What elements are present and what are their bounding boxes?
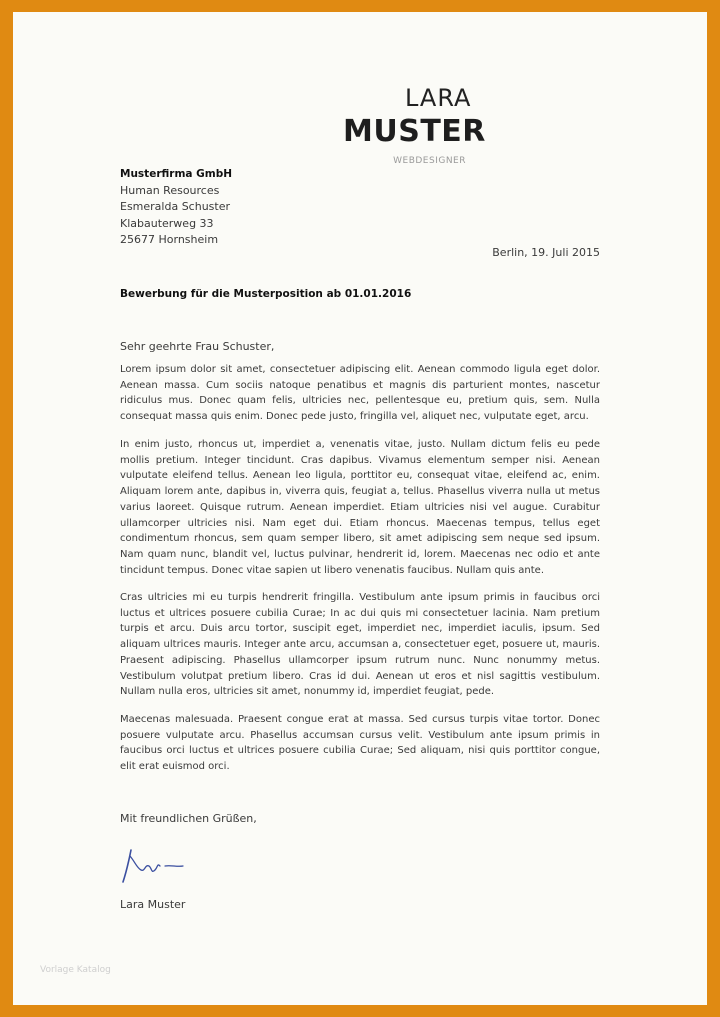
header-first-name: LARA bbox=[405, 84, 472, 112]
recipient-street: Klabauterweg 33 bbox=[120, 216, 214, 230]
body-paragraph-3: Cras ultricies mi eu turpis hendrerit fringilla. Vestibulum ante ipsum primis in faucibus orci luctus et ultrices posuere cubilia Curae; In ac dui quis mi consectetuer lacinia. Nam pretium turpis et arcu. Duis arcu tortor, suscipit eget, imperdiet nec, imperdiet iaculis, ipsum. Sed aliquam ultrices mauris. Integer ante arcu, accumsan a, consectetuer eget, posuere ut, mauris. Praesent adipiscing. Phasellus ullamcorper ipsum rutrum nunc. Nunc nonummy metus. Vestibulum volutpat pretium libero. Cras id dui. Aenean ut eros et nisl sagittis vestibulum. Nullam nulla eros, ultricies sit amet, nonummy id, imperdiet feugiat, pede. bbox=[120, 592, 600, 698]
letter-page bbox=[13, 12, 707, 1005]
letter-subject: Bewerbung für die Musterposition ab 01.01.2016 bbox=[120, 288, 412, 300]
header-role: WEBDESIGNER bbox=[393, 156, 466, 166]
letter-date: Berlin, 19. Juli 2015 bbox=[492, 246, 600, 259]
recipient-person: Esmeralda Schuster bbox=[120, 200, 231, 213]
recipient-address-block bbox=[120, 166, 232, 249]
letter-greeting: Sehr geehrte Frau Schuster, bbox=[120, 340, 275, 353]
watermark: Vorlage Katalog bbox=[40, 965, 111, 975]
body-paragraph-2: In enim justo, rhoncus ut, imperdiet a, venenatis vitae, justo. Nullam dictum felis eu pede mollis pretium. Integer tincidunt. Cras dapibus. Vivamus elementum semper nisi. Aenean vulputate eleifend tellus. Aenean leo ligula, porttitor eu, consequat vitae, eleifend ac, enim. Aliquam lorem ante, dapibus in, viverra quis, feugiat a, tellus. Phasellus viverra nulla ut metus varius laoreet. Quisque rutrum. Aenean imperdiet. Etiam ultricies nisi vel augue. Curabitur ullamcorper ultricies nisi. Nam eget dui. Etiam rhoncus. Maecenas tempus, tellus eget condimentum rhoncus, sem quam semper libero, sit amet adipiscing sem neque sed ipsum. Nam quam nunc, blandit vel, luctus pulvinar, hendrerit id, lorem. Maecenas nec odio et ante tincidunt tempus. Donec vitae sapien ut libero venenatis faucibus. Nullam quis ante. bbox=[120, 439, 600, 576]
body-paragraph-1: Lorem ipsum dolor sit amet, consectetuer adipiscing elit. Aenean commodo ligula eget dolor. Aenean massa. Cum sociis natoque penatibus et magnis dis parturient montes, nascetur ridiculus mus. Donec quam felis, ultricies nec, pellentesque eu, pretium quis, sem. Nulla consequat massa quis enim. Donec pede justo, fringilla vel, aliquet nec, vulputate eget, arcu. bbox=[120, 364, 600, 423]
signature-name: Lara Muster bbox=[120, 898, 186, 911]
body-paragraph-4: Maecenas malesuada. Praesent congue erat at massa. Sed cursus turpis vitae tortor. Donec posuere vulputate arcu. Phasellus accumsan cursus velit. Vestibulum ante ipsum primis in faucibus orci luctus et ultrices posuere cubilia Curae; Sed aliquam, nisi quis porttitor congue, elit erat euismod orci. bbox=[120, 714, 600, 773]
recipient-city: 25677 Hornsheim bbox=[120, 233, 219, 246]
handwritten-signature bbox=[121, 846, 185, 886]
header-last-name: MUSTER bbox=[343, 114, 486, 149]
recipient-department: Human Resources bbox=[120, 183, 220, 197]
recipient-company: Musterfirma GmbH bbox=[120, 168, 232, 180]
letter-closing: Mit freundlichen Grüßen, bbox=[120, 812, 257, 825]
